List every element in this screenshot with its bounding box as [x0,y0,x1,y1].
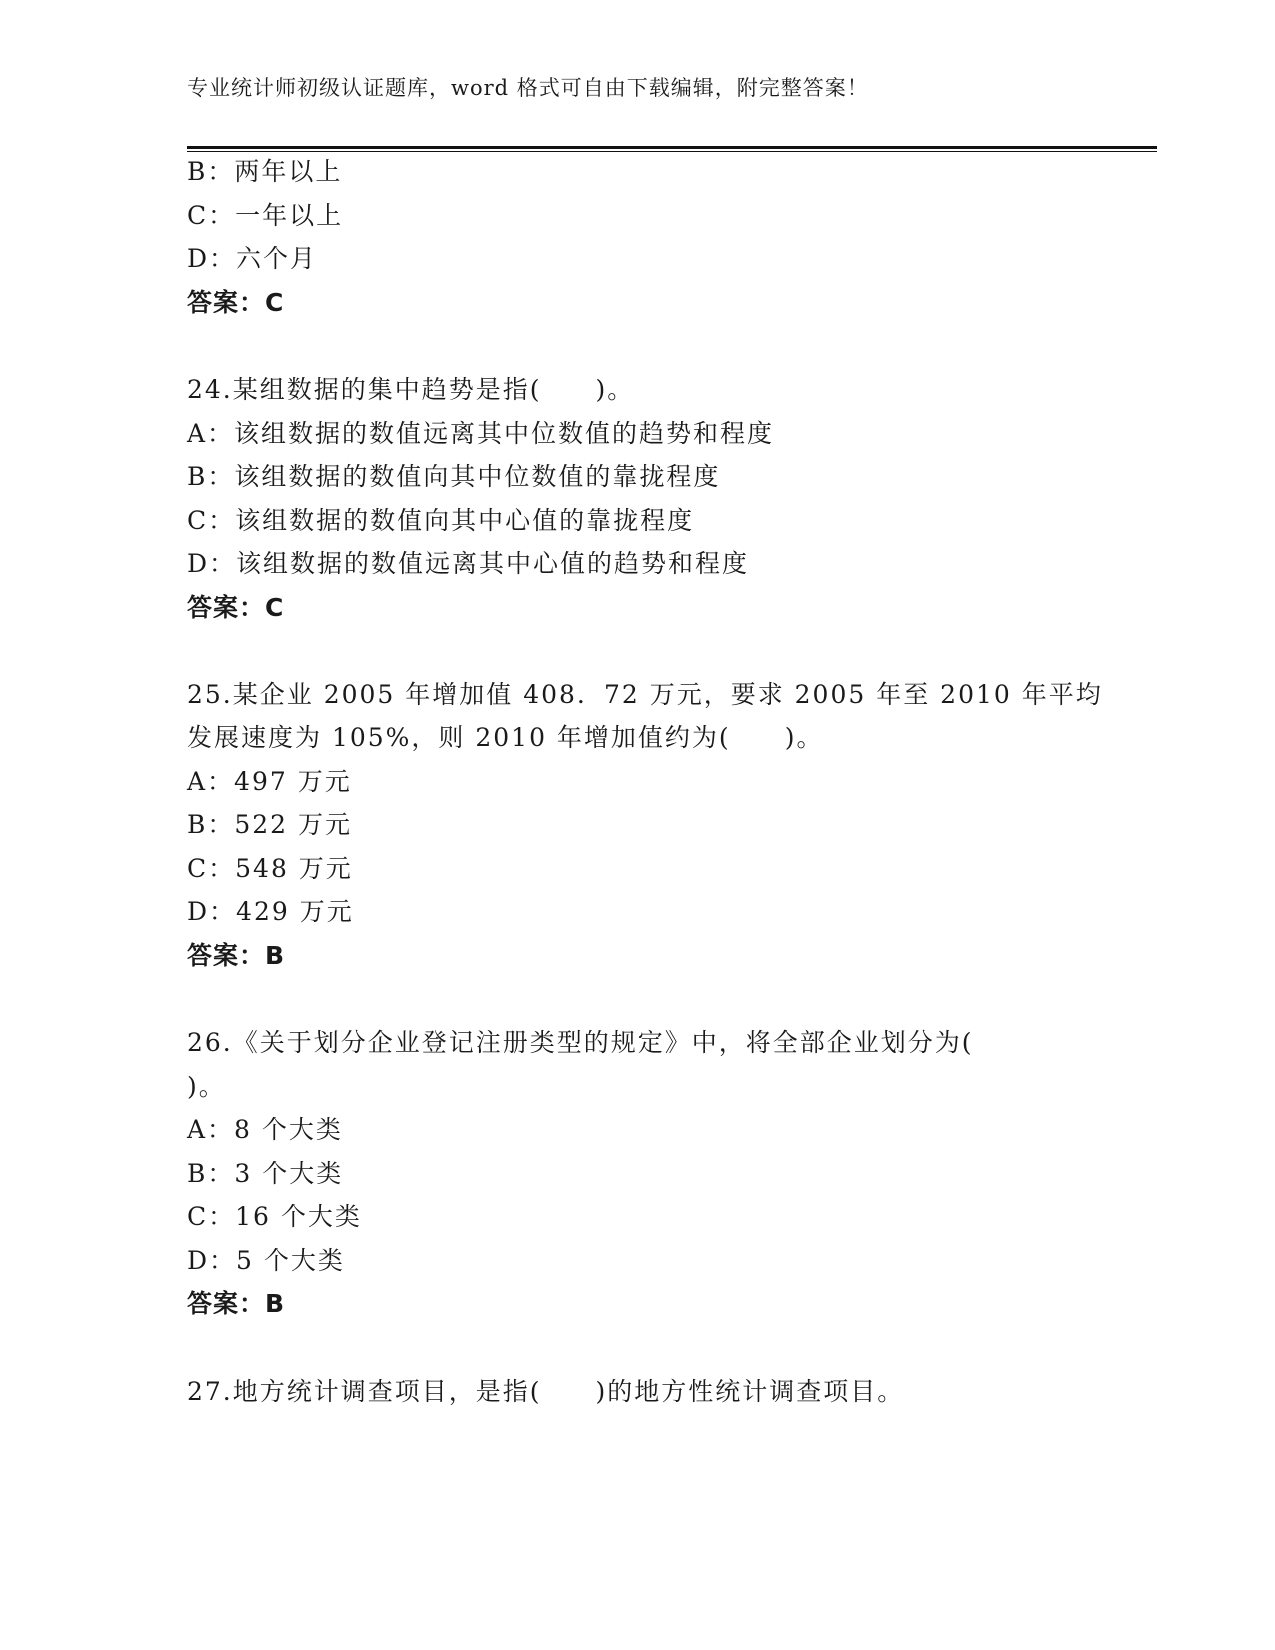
question-27-stem: 27.地方统计调查项目，是指( )的地方性统计调查项目。 [187,1377,905,1406]
answer-text: 答案：C [187,593,285,622]
option-a: A：497 万元 [187,767,352,796]
option-c: C：一年以上 [187,201,344,230]
answer-text: 答案：B [187,1289,286,1318]
header-rule-thin [187,151,1157,152]
option-a: A：8 个大类 [187,1115,343,1144]
option-d: D：六个月 [187,244,318,273]
option-a: A：该组数据的数值远离其中位数值的趋势和程度 [187,419,775,448]
option-c: C：16 个大类 [187,1202,362,1231]
question-25-stem: 25.某企业 2005 年增加值 408．72 万元，要求 2005 年至 2010 年平均 [187,680,1103,709]
question-26-stem: 26.《关于划分企业登记注册类型的规定》中，将全部企业划分为( [187,1028,974,1057]
question-26-stem-cont: )。 [187,1072,226,1101]
option-c: C：548 万元 [187,854,353,883]
question-24-stem: 24.某组数据的集中趋势是指( )。 [187,375,635,404]
option-d: D：429 万元 [187,897,354,926]
option-b: B：该组数据的数值向其中位数值的靠拢程度 [187,462,721,491]
option-b: B：两年以上 [187,157,343,186]
option-b: B：522 万元 [187,810,353,839]
option-c: C：该组数据的数值向其中心值的靠拢程度 [187,506,695,535]
option-d: D：5 个大类 [187,1246,345,1275]
option-d: D：该组数据的数值远离其中心值的趋势和程度 [187,549,750,578]
question-25-stem-cont: 发展速度为 105%，则 2010 年增加值约为( )。 [187,723,824,752]
answer-text: 答案：C [187,288,285,317]
answer-text: 答案：B [187,941,286,970]
option-b: B：3 个大类 [187,1159,344,1188]
header-rule-thick [187,146,1157,149]
page-header: 专业统计师初级认证题库，word 格式可自由下载编辑，附完整答案！ [187,76,869,100]
